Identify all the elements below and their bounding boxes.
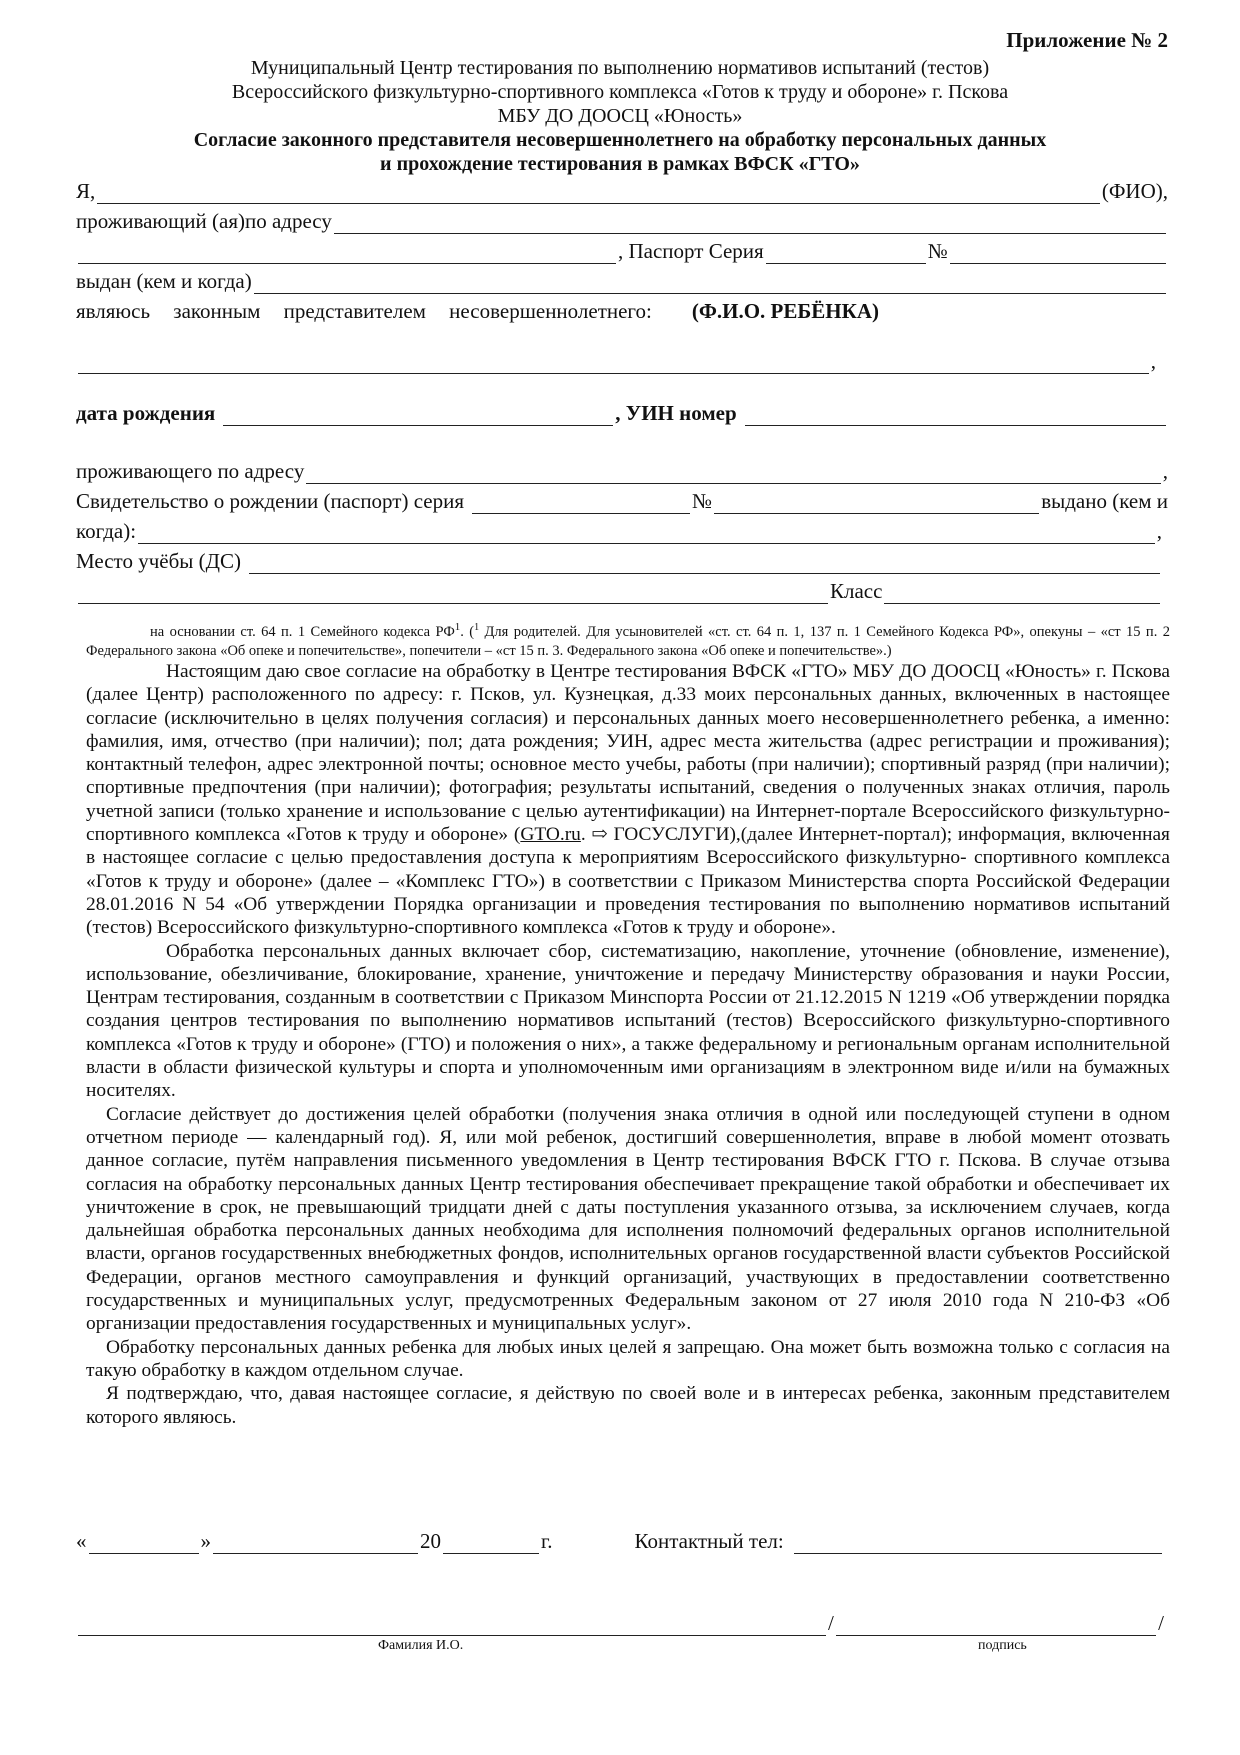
certificate-issued-label: выдано (кем и	[1041, 489, 1168, 513]
institution-name-line: МБУ ДО ДООСЦ «Юность»	[497, 105, 743, 127]
signature-slash-2: /	[1158, 1611, 1164, 1635]
parent-address-field[interactable]	[334, 213, 1166, 234]
parent-address-field-cont[interactable]	[78, 243, 616, 264]
signature-slash-1: /	[828, 1611, 834, 1635]
passport-number-field[interactable]	[950, 243, 1166, 264]
certificate-when-label: когда):	[76, 519, 137, 543]
child-address-row	[76, 458, 1168, 484]
certificate-issued-field[interactable]	[138, 523, 1155, 544]
date-quote-open: «	[76, 1529, 87, 1553]
parent-fio-row	[76, 178, 1168, 204]
date-phone-row	[76, 1528, 1164, 1554]
date-year-field[interactable]	[443, 1533, 539, 1554]
uin-field[interactable]	[745, 405, 1166, 426]
passport-number-sign: №	[927, 239, 948, 263]
representative-label: являюсь законным представителем несовершеннолетнего:	[76, 299, 652, 323]
certificate-number-field[interactable]	[714, 493, 1039, 514]
consent-paragraph-2: Обработка персональных данных включает сбор, систематизацию, накопление, уточнение (обновление, изменение), использование, обезличивание, блокирование, хранение, уничтожение и передачу Министерству образования и науки России, Центрам тестирования, созданным в соответствии с Приказом Минспорта России от 21.12.2015 N 1219 «Об утверждении порядка создания центров тестирования по выполнению нормативов испытаний (тестов) Всероссийского физкультурно-спортивного комплекса «Готов к труду и обороне» (ГТО) и положения о них», а также федеральному и региональным органам исполнительной власти в области физической культуры и спорта и уполномоченным ими организациям в электронном виде и/или на бумажных носителях.	[86, 940, 1170, 1102]
birth-date-field[interactable]	[223, 405, 613, 426]
consent-body	[86, 660, 1170, 1429]
document-title-line2: и прохождение тестирования в рамках ВФСК «ГТО»	[380, 153, 860, 175]
study-place-field-cont[interactable]	[78, 583, 828, 604]
certificate-series-field[interactable]	[472, 493, 690, 514]
consent-paragraph-5: Я подтверждаю, что, давая настоящее согласие, я действую по своей воле и в интересах ребенка, законным представителем которого являюсь.	[86, 1383, 1170, 1428]
signature-row	[76, 1610, 1164, 1636]
passport-issued-row	[76, 268, 1168, 294]
date-quote-close: »	[200, 1529, 211, 1553]
gto-link[interactable]: GTO.ru	[520, 824, 581, 846]
certificate-number-sign: №	[692, 489, 713, 513]
certificate-row	[76, 488, 1168, 514]
child-fio-row	[76, 348, 1156, 374]
class-field[interactable]	[884, 583, 1160, 604]
child-fio-label: (Ф.И.О. РЕБЁНКА)	[691, 299, 880, 323]
complex-name-line: Всероссийского физкультурно-спортивного комплекса «Готов к труду и обороне» г. Пскова	[231, 81, 1009, 103]
study-place-row	[76, 548, 1162, 574]
certificate-when-row	[76, 518, 1162, 544]
class-row	[76, 578, 1162, 604]
certificate-label: Свидетельство о рождении (паспорт) серия	[76, 489, 464, 513]
child-address-field[interactable]	[306, 463, 1160, 484]
parent-address-row	[76, 208, 1168, 234]
passport-issued-field[interactable]	[254, 273, 1166, 294]
fio-suffix: (ФИО),	[1101, 179, 1168, 203]
study-place-field[interactable]	[249, 553, 1160, 574]
child-address-comma: ,	[1162, 459, 1168, 483]
date-day-field[interactable]	[89, 1533, 199, 1554]
phone-label: Контактный тел:	[634, 1529, 784, 1553]
child-fio-comma: ,	[1150, 349, 1156, 373]
child-address-label: проживающего по адресу	[76, 459, 305, 483]
signature-caption: подпись	[978, 1638, 1027, 1653]
birth-date-label: дата рождения	[76, 401, 216, 425]
representative-row	[76, 298, 1168, 324]
signature-field[interactable]	[836, 1615, 1156, 1636]
child-fio-field[interactable]	[78, 353, 1149, 374]
consent-paragraph-3: Согласие действует до достижения целей обработки (получения знака отличия в одной или последующей ступени в одном отчетном периоде — календарный год). Я, или мой ребенок, достигший совершеннолетия, вправе в любой момент отозвать данное согласие, путём направления письменного уведомления в Центр тестирования ВФСК ГТО г. Пскова. В случае отзыва согласия на обработку персональных данных Центр тестирования обеспечивает прекращение такой обработки и обеспечивает их уничтожение в срок, не превышающий тридцати дней с даты поступления указанного отзыва, за исключением случаев, когда дальнейшая обработка персональных данных необходима для исполнения полномочий федеральных органов исполнительной власти, органов государственных внебюджетных фондов, исполнительных органов государственной власти субъектов Российской Федерации, органов местного самоуправления и функций организаций, участвующих в предоставлении соответственно государственных и муниципальных услуг, предусмотренных Федеральным законом от 27 июля 2010 года N 210-ФЗ «Об организации предоставления государственных и муниципальных услуг».	[86, 1103, 1170, 1335]
date-year-prefix: 20	[420, 1529, 441, 1553]
passport-series-label: , Паспорт Серия	[618, 239, 764, 263]
parent-fio-field[interactable]	[97, 183, 1100, 204]
document-title-line1: Согласие законного представителя несовершеннолетнего на обработку персональных данных	[193, 129, 1047, 151]
class-label: Класс	[830, 579, 883, 603]
center-name-line: Муниципальный Центр тестирования по выполнению нормативов испытаний (тестов)	[250, 57, 990, 79]
birth-uin-row	[76, 400, 1168, 426]
passport-issued-label: выдан (кем и когда)	[76, 269, 252, 293]
consent-paragraph-1: Настоящим даю свое согласие на обработку в Центре тестирования ВФСК «ГТО» МБУ ДО ДООСЦ «Юность» г. Пскова (далее Центр) расположенного по адресу: г. Псков, ул. Кузнецкая, д.33 моих персональных данных, включенных в настоящее согласие (исключительно в целях получения согласия) и персональных данных моего несовершеннолетнего ребенка, а именно: фамилия, имя, отчество (при наличии); пол; дата рождения; УИН, адрес места жительства (адрес регистрации и проживания); контактный телефон, адрес электронной почты; основное место учебы, работы (при наличии); спортивный разряд (при наличии); спортивные предпочтения (при наличии); фотография; результаты испытаний, сведения о полученных знаках отличия, пароль учетной записи (только хранение и использование с целью аутентификации) на Интернет-портале Всероссийского физкультурно-спортивного комплекса «Готов к труду и обороне» (GTO.ru. ⇨ ГОСУСЛУГИ),(далее Интернет-портал); информация, включенная в настоящее согласие с целью предоставления доступа к мероприятиям Всероссийского физкультурно- спортивного комплекса «Готов к труду и обороне» (далее – «Комплекс ГТО») в соответствии с Приказом Министерства спорта Российской Федерации 28.01.2016 N 54 «Об утверждении Порядка организации и проведения тестирования по выполнению нормативов испытаний (тестов) Всероссийского физкультурно-спортивного комплекса «Готов к труду и обороне».	[86, 661, 1170, 939]
date-month-field[interactable]	[213, 1533, 418, 1554]
passport-row	[76, 238, 1168, 264]
parent-address-label: проживающий (ая)по адресу	[76, 209, 332, 233]
date-year-suffix: г.	[541, 1529, 553, 1553]
surname-initials-field[interactable]	[78, 1615, 826, 1636]
certificate-comma: ,	[1156, 519, 1162, 543]
legal-basis-footnote: на основании ст. 64 п. 1 Семейного кодекса $РФ^1$. ($^1$ Для родителей. Для усыновителей «ст. ст. 64 п. 1, 137 п. 1 Семейного Кодекса РФ», опекуны – «ст 15 п. 2 Федерального закона «Об опеке и попечительстве», попечители – «ст 15 п. 3. Федерального закона «Об опеке и попечительстве».)	[86, 621, 1170, 659]
i-label: Я,	[76, 179, 96, 203]
consent-paragraph-4: Обработку персональных данных ребенка для любых иных целей я запрещаю. Она может быть возможна только с согласия на такую обработку в каждом отдельном случае.	[86, 1336, 1170, 1381]
passport-series-field[interactable]	[766, 243, 926, 264]
surname-caption: Фамилия И.О.	[378, 1638, 464, 1653]
study-place-label: Место учёбы (ДС)	[76, 549, 241, 573]
appendix-number: Приложение № 2	[1006, 28, 1168, 52]
uin-label: , УИН номер	[615, 401, 737, 425]
phone-field[interactable]	[794, 1533, 1162, 1554]
